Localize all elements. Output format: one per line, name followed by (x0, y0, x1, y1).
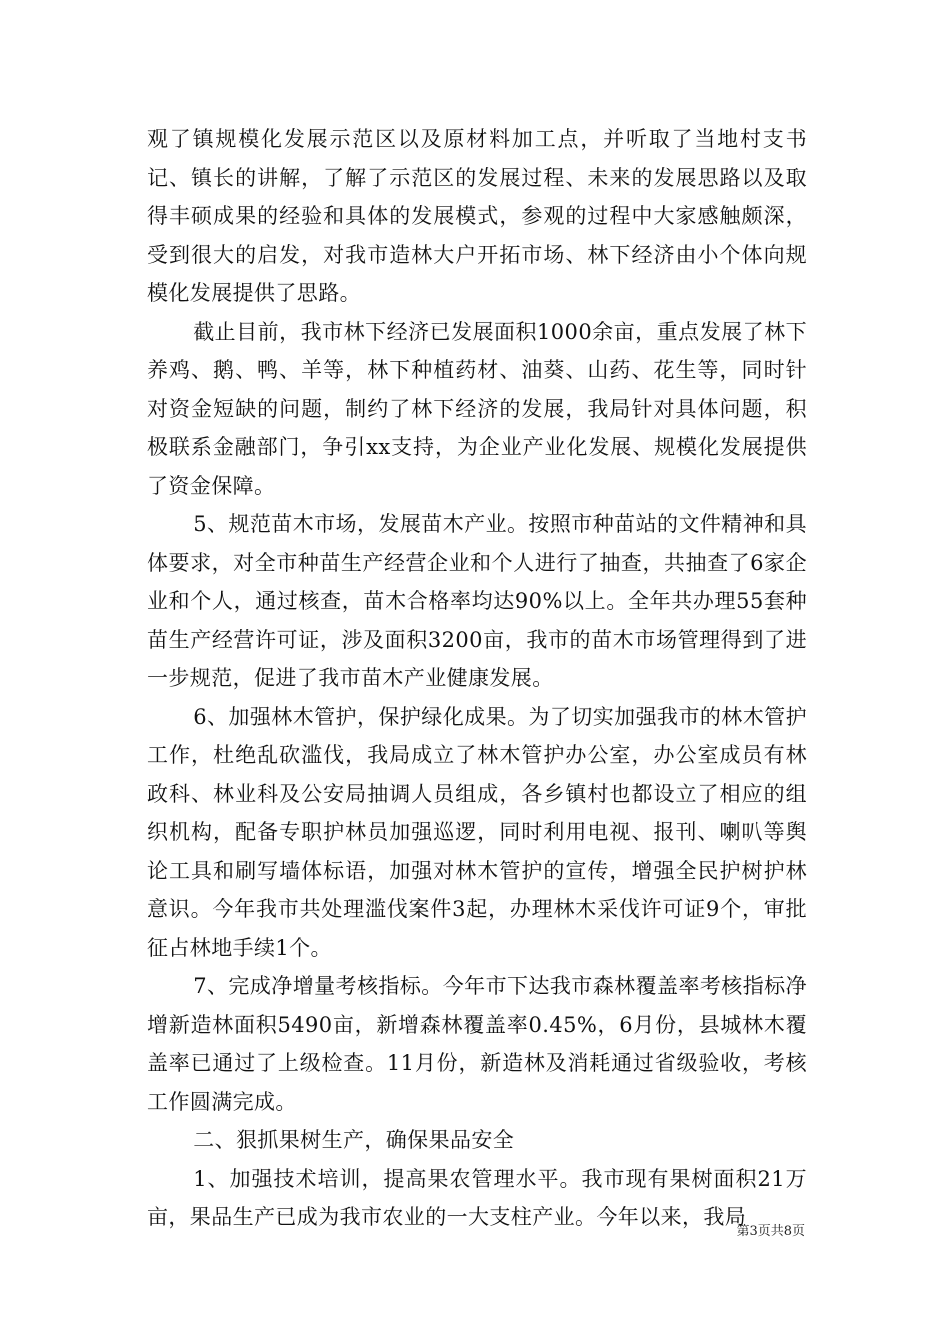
paragraph-3: 5、规范苗木市场，发展苗木产业。按照市种苗站的文件精神和具体要求，对全市种苗生产经营企业和个人进行了抽查，共抽查了6家企业和个人，通过核查，苗木合格率均达90%以上。全年共办理55套种苗生产经营许可证，涉及面积3200亩，我市的苗木市场管理得到了进一步规范，促进了我市苗木产业健康发展。 (147, 512, 807, 690)
document-body (147, 120, 807, 1237)
paragraph-6: 1、加强技术培训，提高果农管理水平。我市现有果树面积21万亩，果品生产已成为我市农业的一大支柱产业。今年以来，我局 (147, 1166, 807, 1229)
paragraph-5: 7、完成净增量考核指标。今年市下达我市森林覆盖率考核指标净增新造林面积5490亩，新增森林覆盖率0.45%，6月份，县城林木覆盖率已通过了上级检查。11月份，新造林及消耗通过省级验收，考核工作圆满完成。 (147, 974, 807, 1114)
page-number-footer: 第3页共8页 (736, 1224, 805, 1239)
paragraph-4: 6、加强林木管护，保护绿化成果。为了切实加强我市的林木管护工作，杜绝乱砍滥伐，我局成立了林木管护办公室，办公室成员有林政科、林业科及公安局抽调人员组成，各乡镇村也都设立了相应的组织机构，配备专职护林员加强巡逻，同时利用电视、报刊、喇叭等舆论工具和刷写墙体标语，加强对林木管护的宣传，增强全民护树护林意识。今年我市共处理滥伐案件3起，办理林木采伐许可证9个，审批征占林地手续1个。 (147, 704, 807, 960)
section-heading: 二、狠抓果树生产，确保果品安全 (193, 1128, 515, 1152)
paragraph-2: 截止目前，我市林下经济已发展面积1000余亩，重点发展了林下养鸡、鹅、鸭、羊等，林下种植药材、油葵、山药、花生等，同时针对资金短缺的问题，制约了林下经济的发展，我局针对具体问题，积极联系金融部门，争引xx支持，为企业产业化发展、规模化发展提供了资金保障。 (147, 319, 807, 498)
paragraph-1: 观了镇规模化发展示范区以及原材料加工点，并听取了当地村支书记、镇长的讲解，了解了示范区的发展过程、未来的发展思路以及取得丰硕成果的经验和具体的发展模式，参观的过程中大家感触颇深，受到很大的启发，对我市造林大户开拓市场、林下经济由小个体向规模化发展提供了思路。 (147, 127, 807, 305)
